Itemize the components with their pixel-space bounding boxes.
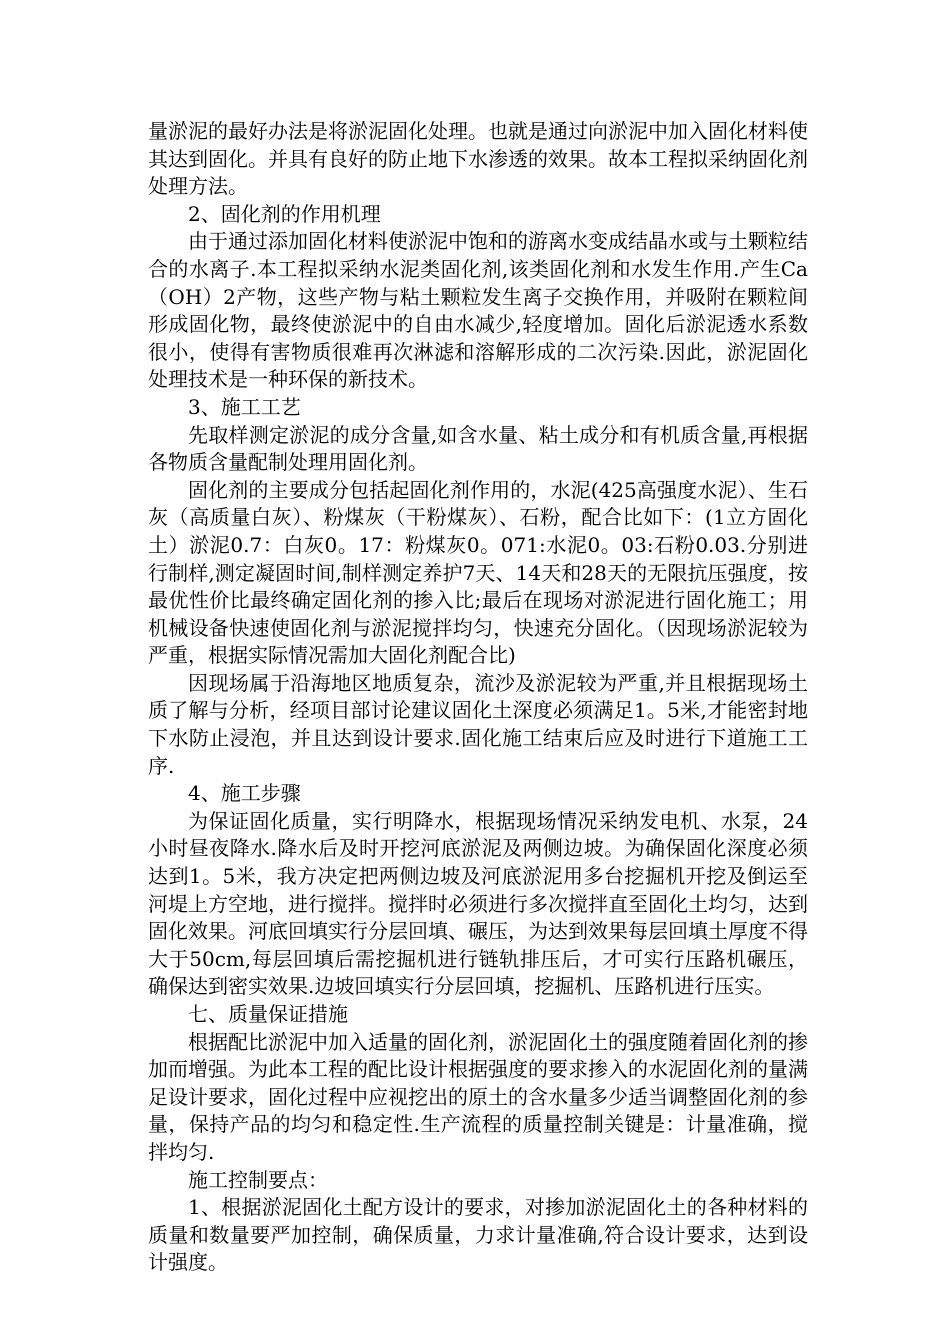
heading-control-points: 施工控制要点： bbox=[188, 1167, 328, 1192]
paragraph-quality: 根据配比淤泥中加入适量的固化剂，淤泥固化土的强度随着固化剂的掺加而增强。为此本工程的配比设计根据强度的要求掺入的水泥固化剂的量满足设计要求，固化过程中应视挖出的原土的含水量多少适当调整固化剂的参量，保持产品的均匀和稳定性.生产流程的质量控制关键是：计量准确，搅拌均匀. bbox=[148, 1029, 808, 1164]
paragraph-composition: 固化剂的主要成分包括起固化剂作用的，水泥(425高强度水泥）、生石灰（高质量白灰）、粉煤灰（干粉煤灰）、石粉，配合比如下：(1立方固化土）淤泥0.7：白灰0。17：粉煤灰0。071:水泥0。03:石粉0.03.分别进行制样,测定凝固时间,制样测定养护7天、14天和28天的无限抗压强度，按最优性价比最终确定固化剂的掺入比;最后在现场对淤泥进行固化施工；用机械设备快速使固化剂与淤泥搅拌均匀，快速充分固化。（因现场淤泥较为严重，根据实际情况需加大固化剂配合比) bbox=[148, 477, 808, 668]
heading-construction-process: 3、施工工艺 bbox=[188, 394, 301, 419]
paragraph-sampling: 先取样测定淤泥的成分含量,如含水量、粘土成分和有机质含量,再根据各物质含量配制处理用固化剂。 bbox=[148, 422, 808, 475]
paragraph-steps: 为保证固化质量，实行明降水，根据现场情况采纳发电机、水泵，24小时昼夜降水.降水后及时开挖河底淤泥及两侧边坡。为确保固化深度必须达到1。5米，我方决定把两侧边坡及河底淤泥用多台挖掘机开挖及倒运至河堤上方空地，进行搅拌。搅拌时必须进行多次搅拌直至固化土均匀，达到固化效果。河底回填实行分层回填、碾压，为达到效果每层回填土厚度不得大于50cm,每层回填后需挖掘机进行链轨排压后，才可实行压路机碾压，确保达到密实效果.边坡回填实行分层回填，挖掘机、压路机进行压实。 bbox=[148, 808, 808, 999]
paragraph-site-conditions: 因现场属于沿海地区地质复杂，流沙及淤泥较为严重,并且根据现场土质了解与分析，经项目部讨论建议固化土深度必须满足1。5米,才能密封地下水防止浸泡，并且达到设计要求.固化施工结束后应及时进行下道施工工序. bbox=[148, 670, 808, 778]
paragraph-mechanism: 由于通过添加固化材料使淤泥中饱和的游离水变成结晶水或与土颗粒结合的水离子.本工程拟采纳水泥类固化剂,该类固化剂和水发生作用.产生Ca（OH）2产物，这些产物与粘土颗粒发生离子交换作用，并吸附在颗粒间形成固化物，最终使淤泥中的自由水减少,轻度增加。固化后淤泥透水系数很小，使得有害物质很难再次淋滤和溶解形成的二次污染.因此，淤泥固化处理技术是一种环保的新技术。 bbox=[148, 229, 808, 392]
paragraph-intro-continued: 量淤泥的最好办法是将淤泥固化处理。也就是通过向淤泥中加入固化材料使其达到固化。并具有良好的防止地下水渗透的效果。故本工程拟采纳固化剂处理方法。 bbox=[148, 119, 808, 199]
paragraph-control-point-1: 1、根据淤泥固化土配方设计的要求，对掺加淤泥固化土的各种材料的质量和数量要严加控制，确保质量，力求计量准确,符合设计要求，达到设计强度。 bbox=[148, 1195, 808, 1275]
heading-quality-assurance: 七、质量保证措施 bbox=[188, 1002, 348, 1026]
heading-curing-agent-mechanism: 2、固化剂的作用机理 bbox=[188, 201, 381, 226]
heading-construction-steps: 4、施工步骤 bbox=[188, 781, 301, 806]
document-body bbox=[148, 118, 808, 1277]
